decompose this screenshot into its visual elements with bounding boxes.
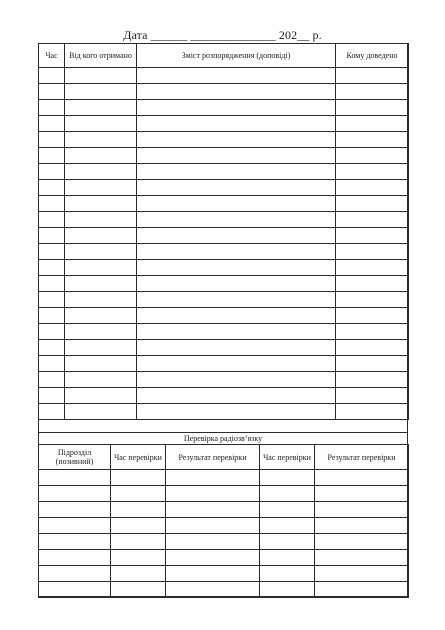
- table-cell[interactable]: [39, 180, 65, 196]
- table-cell[interactable]: [315, 534, 409, 550]
- table-cell[interactable]: [39, 308, 65, 324]
- table-cell[interactable]: [39, 164, 65, 180]
- radio-check-row: [39, 486, 409, 502]
- table-cell[interactable]: [336, 356, 409, 372]
- table-cell[interactable]: [39, 244, 65, 260]
- orders-log-header-row: [39, 44, 409, 68]
- table-cell[interactable]: [137, 276, 336, 292]
- table-cell[interactable]: [65, 164, 137, 180]
- table-cell[interactable]: [39, 324, 65, 340]
- column-header-from-whom: Від кого отримано: [65, 44, 137, 68]
- table-cell[interactable]: [166, 582, 260, 598]
- table-cell[interactable]: [137, 244, 336, 260]
- radio-check-row: [39, 566, 409, 582]
- table-cell[interactable]: [315, 486, 409, 502]
- table-cell[interactable]: [39, 372, 65, 388]
- column-header-check-result-1: Результат перевірки: [166, 445, 260, 470]
- table-cell[interactable]: [137, 196, 336, 212]
- table-cell[interactable]: [166, 486, 260, 502]
- table-cell[interactable]: [336, 308, 409, 324]
- table-cell[interactable]: [65, 84, 137, 100]
- table-cell[interactable]: [65, 228, 137, 244]
- table-cell[interactable]: [336, 68, 409, 84]
- column-header-unit-callsign: Підрозділ (позивний): [39, 445, 111, 470]
- orders-log-row: [39, 388, 409, 404]
- table-cell[interactable]: [39, 340, 65, 356]
- radio-check-row: [39, 582, 409, 598]
- radio-check-row: [39, 502, 409, 518]
- table-cell[interactable]: [39, 260, 65, 276]
- journal-form: [38, 43, 408, 597]
- table-cell[interactable]: [166, 470, 260, 486]
- table-cell[interactable]: [137, 404, 336, 420]
- table-cell[interactable]: [336, 148, 409, 164]
- table-cell[interactable]: [65, 260, 137, 276]
- table-cell[interactable]: [137, 132, 336, 148]
- table-cell[interactable]: [336, 404, 409, 420]
- table-cell[interactable]: [39, 100, 65, 116]
- table-cell[interactable]: [166, 502, 260, 518]
- table-cell[interactable]: [137, 372, 336, 388]
- table-cell[interactable]: [166, 518, 260, 534]
- table-cell[interactable]: [65, 212, 137, 228]
- column-header-delivered-to: Кому доведено: [336, 44, 409, 68]
- table-cell[interactable]: [65, 68, 137, 84]
- table-cell[interactable]: [336, 292, 409, 308]
- table-cell[interactable]: [65, 404, 137, 420]
- radio-check-title: Перевірка радіозв’язку: [38, 432, 408, 445]
- table-cell[interactable]: [137, 84, 336, 100]
- table-cell[interactable]: [336, 244, 409, 260]
- table-cell[interactable]: [39, 502, 111, 518]
- table-cell[interactable]: [65, 356, 137, 372]
- table-cell[interactable]: [336, 116, 409, 132]
- orders-log-row: [39, 372, 409, 388]
- table-cell[interactable]: [39, 404, 65, 420]
- table-cell[interactable]: [260, 534, 315, 550]
- table-cell[interactable]: [315, 566, 409, 582]
- radio-check-table: [38, 444, 409, 598]
- table-cell[interactable]: [336, 196, 409, 212]
- table-cell[interactable]: [260, 518, 315, 534]
- table-cell[interactable]: [39, 518, 111, 534]
- table-cell[interactable]: [260, 486, 315, 502]
- table-cell[interactable]: [166, 566, 260, 582]
- table-cell[interactable]: [111, 502, 166, 518]
- table-cell[interactable]: [336, 212, 409, 228]
- table-cell[interactable]: [166, 550, 260, 566]
- table-cell[interactable]: [336, 180, 409, 196]
- table-cell[interactable]: [65, 132, 137, 148]
- table-cell[interactable]: [39, 148, 65, 164]
- radio-check-row: [39, 550, 409, 566]
- radio-check-row: [39, 518, 409, 534]
- orders-log-row: [39, 292, 409, 308]
- date-line: Дата ______ ______________ 202__ р.: [123, 28, 322, 42]
- table-cell[interactable]: [260, 566, 315, 582]
- column-header-time: Час: [39, 44, 65, 68]
- table-cell[interactable]: [137, 340, 336, 356]
- orders-log-row: [39, 68, 409, 84]
- table-cell[interactable]: [260, 470, 315, 486]
- table-cell[interactable]: [336, 276, 409, 292]
- orders-log-row: [39, 404, 409, 420]
- table-cell[interactable]: [137, 148, 336, 164]
- table-cell[interactable]: [137, 292, 336, 308]
- table-cell[interactable]: [315, 582, 409, 598]
- table-cell[interactable]: [315, 502, 409, 518]
- table-cell[interactable]: [315, 518, 409, 534]
- table-cell[interactable]: [111, 566, 166, 582]
- orders-log-row: [39, 308, 409, 324]
- table-cell[interactable]: [39, 470, 111, 486]
- table-cell[interactable]: [137, 356, 336, 372]
- table-cell[interactable]: [336, 100, 409, 116]
- table-cell[interactable]: [260, 550, 315, 566]
- orders-log-row: [39, 228, 409, 244]
- table-cell[interactable]: [65, 180, 137, 196]
- table-cell[interactable]: [39, 388, 65, 404]
- table-cell[interactable]: [260, 502, 315, 518]
- table-cell[interactable]: [137, 260, 336, 276]
- table-cell[interactable]: [137, 68, 336, 84]
- orders-log-row: [39, 244, 409, 260]
- table-cell[interactable]: [65, 244, 137, 260]
- table-cell[interactable]: [336, 372, 409, 388]
- table-cell[interactable]: [39, 276, 65, 292]
- table-cell[interactable]: [111, 582, 166, 598]
- table-cell[interactable]: [65, 196, 137, 212]
- orders-log-row: [39, 356, 409, 372]
- table-cell[interactable]: [65, 308, 137, 324]
- table-cell[interactable]: [315, 550, 409, 566]
- orders-log-row: [39, 196, 409, 212]
- table-cell[interactable]: [137, 324, 336, 340]
- table-cell[interactable]: [65, 292, 137, 308]
- table-cell[interactable]: [111, 486, 166, 502]
- table-cell[interactable]: [137, 100, 336, 116]
- table-cell[interactable]: [39, 486, 111, 502]
- table-cell[interactable]: [336, 84, 409, 100]
- table-cell[interactable]: [336, 228, 409, 244]
- table-cell[interactable]: [336, 388, 409, 404]
- table-cell[interactable]: [39, 116, 65, 132]
- table-cell[interactable]: [39, 212, 65, 228]
- table-cell[interactable]: [39, 68, 65, 84]
- orders-log-row: [39, 180, 409, 196]
- table-cell[interactable]: [65, 340, 137, 356]
- table-cell[interactable]: [336, 340, 409, 356]
- table-cell[interactable]: [65, 116, 137, 132]
- table-cell[interactable]: [65, 372, 137, 388]
- radio-check-row: [39, 470, 409, 486]
- orders-log-row: [39, 164, 409, 180]
- table-cell[interactable]: [39, 228, 65, 244]
- table-cell[interactable]: [336, 132, 409, 148]
- table-cell[interactable]: [137, 180, 336, 196]
- table-cell[interactable]: [336, 324, 409, 340]
- radio-check-row: [39, 534, 409, 550]
- table-cell[interactable]: [39, 84, 65, 100]
- orders-log-row: [39, 276, 409, 292]
- orders-log-row: [39, 84, 409, 100]
- table-cell[interactable]: [65, 388, 137, 404]
- orders-log-row: [39, 324, 409, 340]
- table-cell[interactable]: [39, 534, 111, 550]
- table-cell[interactable]: [111, 550, 166, 566]
- table-cell[interactable]: [65, 276, 137, 292]
- table-cell[interactable]: [39, 550, 111, 566]
- table-cell[interactable]: [315, 470, 409, 486]
- column-header-check-time-1: Час перевірки: [111, 445, 166, 470]
- table-cell[interactable]: [137, 388, 336, 404]
- table-cell[interactable]: [65, 148, 137, 164]
- column-header-check-time-2: Час перевірки: [260, 445, 315, 470]
- table-cell[interactable]: [137, 164, 336, 180]
- orders-log-row: [39, 132, 409, 148]
- table-cell[interactable]: [137, 116, 336, 132]
- orders-log-row: [39, 100, 409, 116]
- table-cell[interactable]: [166, 534, 260, 550]
- table-cell[interactable]: [137, 228, 336, 244]
- column-header-order-content: Зміст розпорядження (доповіді): [137, 44, 336, 68]
- table-cell[interactable]: [111, 534, 166, 550]
- table-cell[interactable]: [336, 164, 409, 180]
- orders-log-row: [39, 116, 409, 132]
- table-cell[interactable]: [39, 292, 65, 308]
- table-cell[interactable]: [111, 518, 166, 534]
- table-cell[interactable]: [39, 132, 65, 148]
- table-cell[interactable]: [111, 470, 166, 486]
- orders-log-row: [39, 148, 409, 164]
- table-cell[interactable]: [39, 356, 65, 372]
- radio-check-header-row: [39, 445, 409, 470]
- table-cell[interactable]: [137, 308, 336, 324]
- table-cell[interactable]: [65, 100, 137, 116]
- orders-log-row: [39, 212, 409, 228]
- table-cell[interactable]: [260, 582, 315, 598]
- column-header-check-result-2: Результат перевірки: [315, 445, 409, 470]
- table-cell[interactable]: [137, 212, 336, 228]
- table-cell[interactable]: [336, 260, 409, 276]
- orders-log-table: [38, 43, 409, 420]
- table-cell[interactable]: [39, 196, 65, 212]
- orders-log-row: [39, 340, 409, 356]
- table-cell[interactable]: [39, 566, 111, 582]
- orders-log-row: [39, 260, 409, 276]
- table-cell[interactable]: [65, 324, 137, 340]
- table-cell[interactable]: [39, 582, 111, 598]
